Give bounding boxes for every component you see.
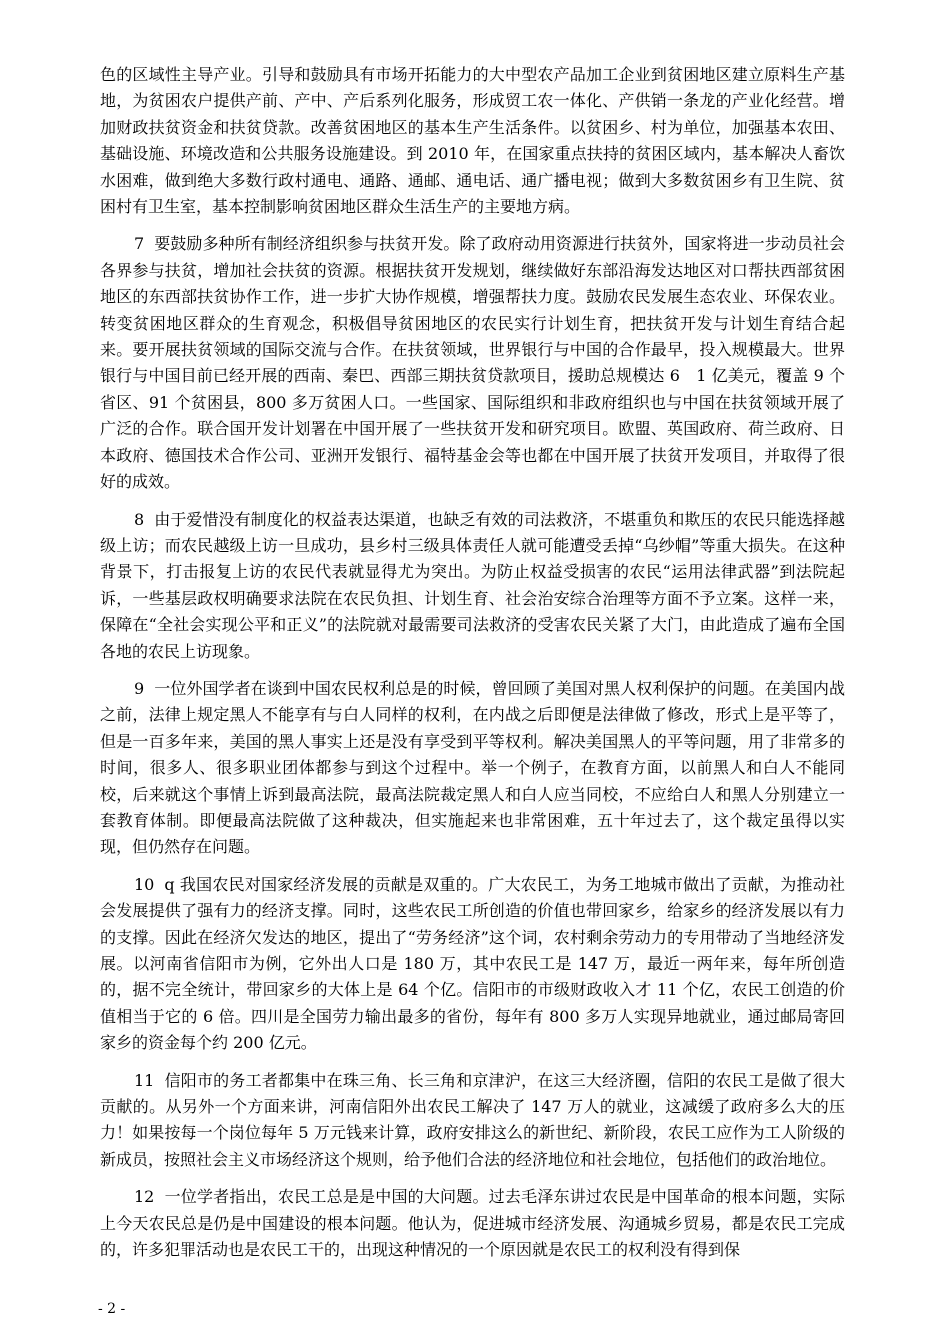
document-body (100, 62, 845, 1274)
paragraph-10 (100, 872, 845, 1057)
paragraph-number: 10 (134, 874, 155, 894)
paragraph-number: 8 (134, 509, 145, 529)
paragraph-11 (100, 1068, 845, 1174)
paragraph-8 (100, 507, 845, 665)
paragraph-number: 9 (134, 678, 145, 698)
paragraph-text: q 我国农民对国家经济发展的贡献是双重的。广大农民工，为务工地城市做出了贡献，为推动社会发展提供了强有力的经济支撑。同时，这些农民工所创造的价值也带回家乡，给家乡的经济发展以有力的支撑。因此在经济欠发达的地区，提出了“劳务经济”这个词，农村剩余劳动力的专用带动了当地经济发展。以河南省信阳市为例，它外出人口是 180 万，其中农民工是 147 万，最近一两年来，每年所创造的，据不完全统计，带回家乡的大体上是 64 个亿。信阳市的市级财政收入才 11 个亿，农民工创造的价值相当于它的 6 倍。四川是全国劳力输出最多的省份，每年有 800 多万人实现异地就业，通过邮局寄回家乡的资金每个约 200 亿元。 (100, 874, 845, 1053)
paragraph-text: 一位学者指出，农民工总是是中国的大问题。过去毛泽东讲过农民是中国革命的根本问题，实际上今天农民总是仍是中国建设的根本问题。他认为，促进城市经济发展、沟通城乡贸易，都是农民工完成的，许多犯罪活动也是农民工干的，出现这种情况的一个原因就是农民工的权利没有得到保 (100, 1187, 845, 1260)
paragraph-text: 要鼓励多种所有制经济组织参与扶贫开发。除了政府动用资源进行扶贫外，国家将进一步动员社会各界参与扶贫，增加社会扶贫的资源。根据扶贫开发规划，继续做好东部沿海发达地区对口帮扶西部贫困地区的东西部扶贫协作工作，进一步扩大协作规模，增强帮扶力度。鼓励农民发展生态农业、环保农业。转变贫困地区群众的生育观念，积极倡导贫困地区的农民实行计划生育，把扶贫开发与计划生育结合起来。要开展扶贫领域的国际交流与合作。在扶贫领域，世界银行与中国的合作最早，投入规模最大。世界银行与中国目前已经开展的西南、秦巴、西部三期扶贫贷款项目，援助总规模达 6 1 亿美元，覆盖 9 个省区、91 个贫困县，800 多万贫困人口。一些国家、国际组织和非政府组织也与中国在扶贫领域开展了广泛的合作。联合国开发计划署在中国开展了一些扶贫开发和研究项目。欧盟、英国政府、荷兰政府、日本政府、德国技术合作公司、亚洲开发银行、福特基金会等也都在中国开展了扶贫开发项目，并取得了很好的成效。 (100, 234, 845, 492)
paragraph-12 (100, 1184, 845, 1263)
paragraph-7 (100, 231, 845, 495)
paragraph-number: 7 (134, 234, 145, 254)
paragraph-number: 12 (134, 1187, 155, 1207)
paragraph-number: 11 (134, 1070, 155, 1090)
paragraph-6-continued (100, 62, 845, 220)
paragraph-text: 一位外国学者在谈到中国农民权利总是的时候，曾回顾了美国对黑人权利保护的问题。在美国内战之前，法律上规定黑人不能享有与白人同样的权利，在内战之后即便是法律做了修改，形式上是平等了，但是一百多年来，美国的黑人事实上还是没有享受到平等权利。解决美国黑人的平等问题，用了非常多的时间，很多人、很多职业团体都参与到这个过程中。举一个例子，在教育方面，以前黑人和白人不能同校，后来就这个事情上诉到最高法院，最高法院裁定黑人和白人应当同校，不应给白人和黑人分别建立一套教育体制。即便最高法院做了这种裁决，但实施起来也非常困难，五十年过去了，这个裁定虽得以实现，但仍然存在问题。 (100, 678, 845, 857)
page-number: - 2 - (98, 1301, 126, 1317)
paragraph-text: 由于爱惜没有制度化的权益表达渠道，也缺乏有效的司法救济，不堪重负和欺压的农民只能选择越级上访；而农民越级上访一旦成功，县乡村三级具体责任人就可能遭受丢掉“乌纱帽”等重大损失。在这种背景下，打击报复上访的农民代表就显得尤为突出。为防止权益受损害的农民“运用法律武器”到法院起诉，一些基层政权明确要求法院在农民负担、计划生育、社会治安综合治理等方面不予立案。这样一来，保障在“全社会实现公平和正义”的法院就对最需要司法救济的受害农民关紧了大门，由此造成了遍布全国各地的农民上访现象。 (100, 509, 845, 661)
paragraph-text: 色的区域性主导产业。引导和鼓励具有市场开拓能力的大中型农产品加工企业到贫困地区建立原料生产基地，为贫困农户提供产前、产中、产后系列化服务，形成贸工农一体化、产供销一条龙的产业化经营。增加财政扶贫资金和扶贫贷款。改善贫困地区的基本生产生活条件。以贫困乡、村为单位，加强基本农田、基础设施、环境改造和公共服务设施建设。到 2010 年，在国家重点扶持的贫困区域内，基本解决人畜饮水困难，做到绝大多数行政村通电、通路、通邮、通电话、通广播电视；做到大多数贫困乡有卫生院、贫困村有卫生室，基本控制影响贫困地区群众生活生产的主要地方病。 (100, 65, 845, 217)
paragraph-9 (100, 676, 845, 861)
paragraph-text: 信阳市的务工者都集中在珠三角、长三角和京津沪，在这三大经济圈，信阳的农民工是做了很大贡献的。从另外一个方面来讲，河南信阳外出农民工解决了 147 万人的就业，这减缓了政府多么大的压力！如果按每一个岗位每年 5 万元钱来计算，政府安排这么的新世纪、新阶段，农民工应作为工人阶级的新成员，按照社会主义市场经济这个规则，给予他们合法的经济地位和社会地位，包括他们的政治地位。 (100, 1070, 845, 1169)
